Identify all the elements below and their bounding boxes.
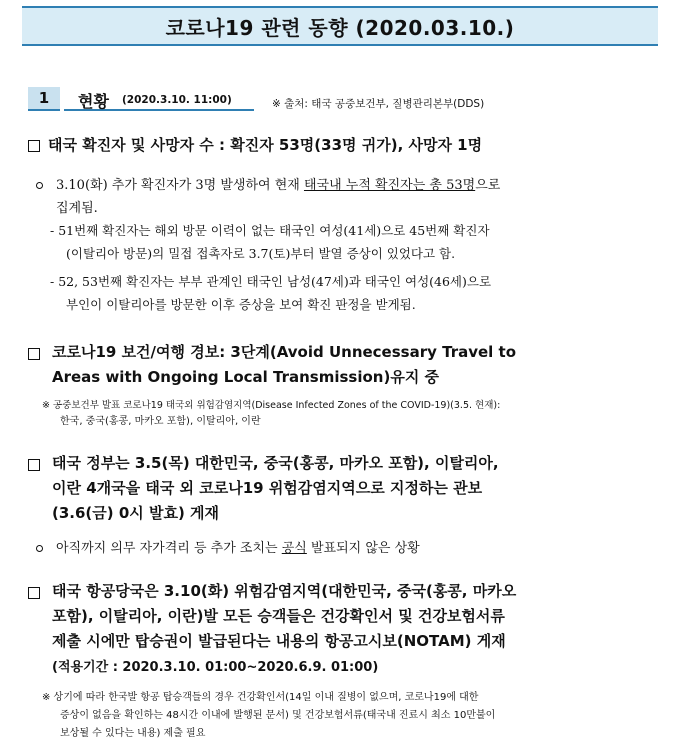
- bullet-circle-icon: [36, 545, 43, 552]
- dash-line-cont: (이탈리아 방문)의 밀접 접촉자로 3.7(토)부터 발열 증상이 있었다고 함.: [66, 246, 456, 261]
- note: ※ 상기에 따라 한국발 항공 탑승객들의 경우 건강확인서(14일 이내 질병이 없으며, 코로나19에 대한: [42, 692, 479, 703]
- dash-line: - 51번째 확진자는 해외 방문 이력이 없는 태국인 여성(41세)으로 45번째 확진자: [50, 223, 490, 238]
- dash-line: - 52, 53번째 확진자는 부부 관계인 태국인 남성(47세)과 태국인 여성(46세)으로: [50, 274, 492, 289]
- period-text: (적용기간 : 2020.3.10. 01:00~2020.6.9. 01:00): [52, 660, 379, 675]
- section-number: 1: [28, 87, 60, 111]
- note-cont: 보상될 수 있다는 내용) 제출 필요: [60, 728, 206, 739]
- dash-line-cont: 부인이 이탈리아를 방문한 이후 증상을 보여 확진 판정을 받게됨.: [66, 297, 416, 312]
- item-heading-cont: 포함), 이탈리아, 이란)발 모든 승객들은 건강확인서 및 건강보험서류: [52, 607, 505, 625]
- checkbox-icon: [28, 348, 40, 360]
- note-cont: 한국, 중국(홍콩, 마카오 포함), 이탈리아, 이란: [60, 416, 261, 427]
- bullet-text: 아직까지 의무 자가격리 등 추가 조치는 공식 발표되지 않은 상황: [56, 541, 420, 556]
- item-heading: 태국 항공당국은 3.10(화) 위험감염지역(대한민국, 중국(홍콩, 마카오: [52, 582, 517, 600]
- note-cont: 증상이 없음을 확인하는 48시간 이내에 발행된 문서) 및 건강보험서류(태국내 진료시 최소 10만불이: [60, 710, 496, 721]
- item-heading: 태국 확진자 및 사망자 수 : 확진자 53명(33명 귀가), 사망자 1명: [48, 136, 483, 154]
- bullet-circle-icon: [36, 182, 43, 189]
- item-heading: 태국 정부는 3.5(목) 대한민국, 중국(홍콩, 마카오 포함), 이탈리아,: [52, 454, 499, 472]
- item-heading-cont: 제출 시에만 탑승권이 발급된다는 내용의 항공고시보(NOTAM) 게재: [52, 632, 506, 650]
- item-heading-cont: 이란 4개국을 태국 외 코로나19 위험감염지역으로 지정하는 관보: [52, 479, 483, 497]
- checkbox-icon: [28, 459, 40, 471]
- item-heading-cont: Areas with Ongoing Local Transmission)유지 중: [52, 368, 440, 386]
- section-title: 현황: [78, 92, 109, 111]
- note: ※ 공중보건부 발표 코로나19 태국외 위험감염지역(Disease Infected Zones of the COVID-19)(3.5. 현재):: [42, 400, 501, 411]
- item-heading: 코로나19 보건/여행 경보: 3단계(Avoid Unnecessary Travel to: [52, 343, 517, 361]
- section-source: ※ 출처: 태국 공중보건부, 질병관리본부(DDS): [272, 98, 485, 110]
- item-heading-cont: (3.6(금) 0시 발효) 게재: [52, 504, 220, 522]
- section-time: (2020.3.10. 11:00): [122, 94, 232, 106]
- bullet-text-cont: 집계됨.: [56, 201, 98, 216]
- checkbox-icon: [28, 140, 40, 152]
- page-title: 코로나19 관련 동향 (2020.03.10.): [165, 15, 515, 40]
- bullet-text: 3.10(화) 추가 확진자가 3명 발생하여 현재 태국내 누적 확진자는 총 53명으로: [56, 178, 501, 193]
- checkbox-icon: [28, 587, 40, 599]
- title-banner: [22, 6, 658, 46]
